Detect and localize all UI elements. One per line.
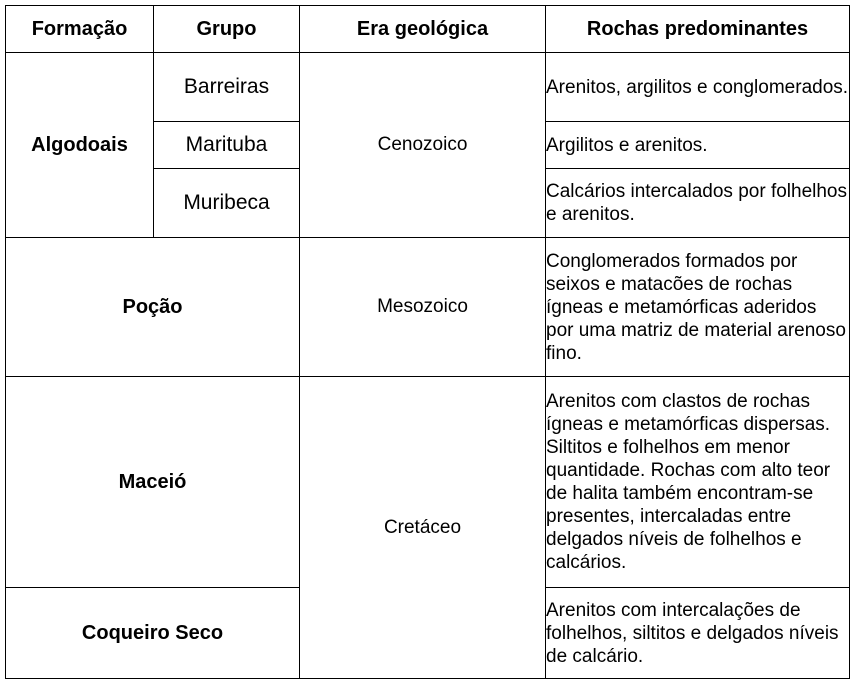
rochas-pocao: Conglomerados formados por seixos e matacões de rochas ígneas e metamórficas aderidos por uma matriz de material arenoso fino. xyxy=(546,238,850,377)
rochas-maceio: Arenitos com clastos de rochas ígneas e metamórficas dispersas. Siltitos e folhelhos em menor quantidade. Rochas com alto teor de halita também encontram-se presentes, intercaladas entre delgados níveis de folhelhos e calcários. xyxy=(546,377,850,588)
era-cretaceo: Cretáceo xyxy=(300,377,546,679)
header-rochas: Rochas predominantes xyxy=(546,6,850,53)
table-row xyxy=(6,377,850,588)
geology-table xyxy=(5,5,850,679)
rochas-marituba: Argilitos e arenitos. xyxy=(546,122,850,169)
era-mesozoico: Mesozoico xyxy=(300,238,546,377)
grupo-barreiras: Barreiras xyxy=(154,53,300,122)
formacao-pocao: Poção xyxy=(6,238,300,377)
grupo-muribeca: Muribeca xyxy=(154,169,300,238)
rochas-coqueiro-seco: Arenitos com intercalações de folhelhos, siltitos e delgados níveis de calcário. xyxy=(546,588,850,679)
header-era: Era geológica xyxy=(300,6,546,53)
formacao-coqueiro-seco: Coqueiro Seco xyxy=(6,588,300,679)
rochas-barreiras: Arenitos, argilitos e conglomerados. xyxy=(546,53,850,122)
era-cenozoico: Cenozoico xyxy=(300,53,546,238)
table-row xyxy=(6,238,850,377)
grupo-marituba: Marituba xyxy=(154,122,300,169)
table-row xyxy=(6,53,850,122)
formacao-maceio: Maceió xyxy=(6,377,300,588)
header-grupo: Grupo xyxy=(154,6,300,53)
header-row xyxy=(6,6,850,53)
rochas-muribeca: Calcários intercalados por folhelhos e arenitos. xyxy=(546,169,850,238)
table-body xyxy=(6,53,850,679)
table-header xyxy=(6,6,850,53)
formacao-algodoais: Algodoais xyxy=(6,53,154,238)
header-formacao: Formação xyxy=(6,6,154,53)
